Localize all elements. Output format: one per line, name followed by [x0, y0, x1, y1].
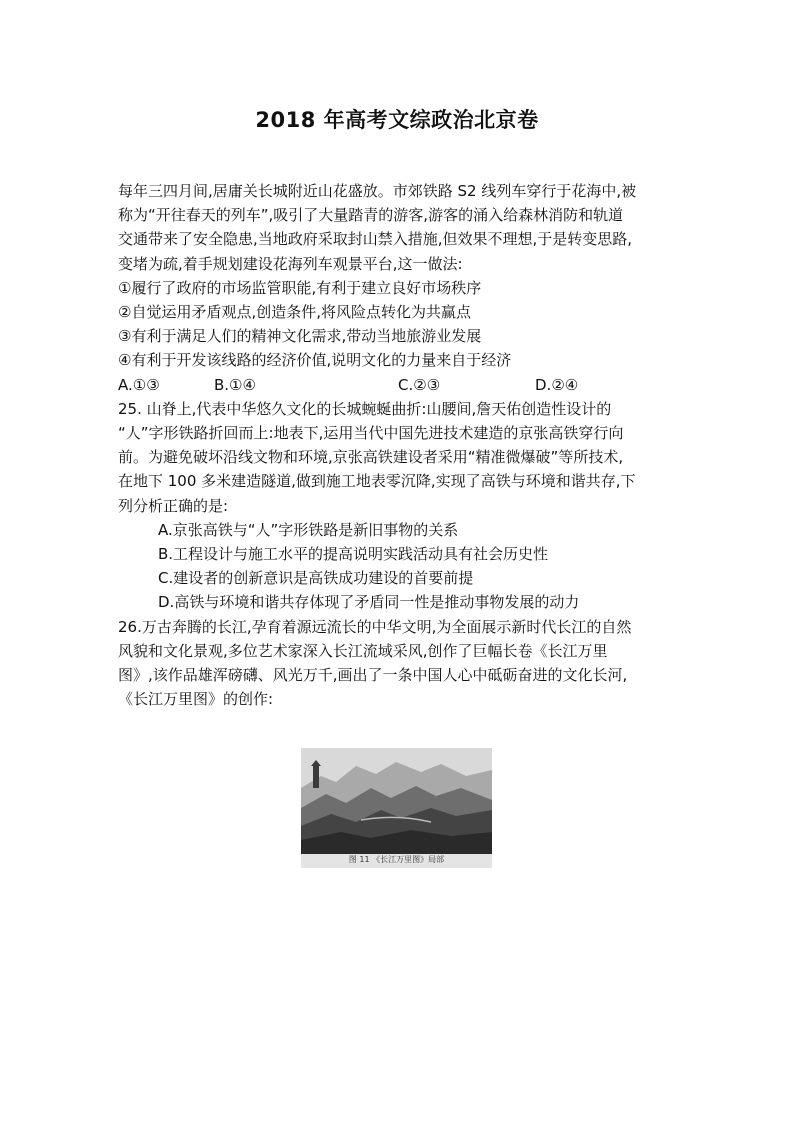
q24-option-d: D.②④	[535, 375, 579, 394]
q26-stem-line: 26.万古奔腾的长江,孕育着源远流长的中华文明,为全面展示新时代长江的自然	[118, 617, 632, 636]
q24-option-a: A.①③	[118, 375, 160, 394]
q26-stem-line: 图》,该作品雄浑磅礴、风光万千,画出了一条中国人心中砥砺奋进的文化长河,	[118, 666, 628, 685]
q24-option-c: C.②③	[398, 375, 441, 394]
q24-option-b: B.①④	[214, 375, 256, 394]
q25-stem-line: 前。为避免破坏沿线文物和环境,京张高铁建设者采用“精准微爆破”等所技术,	[118, 448, 624, 467]
page-title: 2018 年高考文综政治北京卷	[255, 108, 539, 132]
q24-options	[118, 373, 688, 397]
q24-statement-4: ④有利于开发该线路的经济价值,说明文化的力量来自于经济	[118, 351, 512, 370]
q25-option-d: D.高铁与环境和谐共存体现了矛盾同一性是推动事物发展的动力	[158, 593, 580, 612]
q25-option-a: A.京张高铁与“人”字形铁路是新旧事物的关系	[158, 520, 459, 539]
q24-stem-line: 称为“开往春天的列车”,吸引了大量踏青的游客,游客的涌入给森林消防和轨道	[118, 206, 624, 225]
q25-stem-line: “人”字形铁路折回而上:地表下,运用当代中国先进技术建造的京张高铁穿行向	[118, 424, 624, 443]
q26-stem-line: 《长江万里图》的创作:	[118, 690, 274, 709]
yangtze-painting-figure	[301, 748, 492, 868]
q25-option-c: C.建设者的创新意识是高铁成功建设的首要前提	[158, 569, 474, 588]
questions	[118, 179, 688, 711]
q25-option-b: B.工程设计与施工水平的提高说明实践活动具有社会历史性	[158, 545, 549, 564]
q24-statement-2: ②自觉运用矛盾观点,创造条件,将风险点转化为共赢点	[118, 303, 471, 322]
q24-stem-line: 变堵为疏,着手规划建设花海列车观景平台,这一做法:	[118, 254, 463, 273]
q25-stem-line: 列分析正确的是:	[118, 496, 229, 515]
q24-statement-3: ③有利于满足人们的精神文化需求,带动当地旅游业发展	[118, 327, 482, 346]
q26-stem-line: 风貌和文化景观,多位艺术家深入长江流域采风,创作了巨幅长卷《长江万里	[118, 641, 608, 660]
q25-stem-line: 在地下 100 多米建造隧道,做到施工地表零沉降,实现了高铁与环境和谐共存,下	[118, 472, 636, 491]
q24-stem-line: 每年三四月间,居庸关长城附近山花盛放。市郊铁路 S2 线列车穿行于花海中,被	[118, 182, 637, 200]
landscape-painting-image	[301, 748, 492, 854]
figure-caption: 图 11 《长江万里图》局部	[348, 855, 445, 864]
q24-stem-line: 交通带来了安全隐患,当地政府采取封山禁入措施,但效果不理想,于是转变思路,	[118, 230, 633, 249]
q25-stem-line: 25. 山脊上,代表中华悠久文化的长城蜿蜒曲折:山腰间,詹天佑创造性设计的	[118, 399, 612, 418]
q24-statement-1: ①履行了政府的市场监管职能,有利于建立良好市场秩序	[118, 278, 482, 297]
